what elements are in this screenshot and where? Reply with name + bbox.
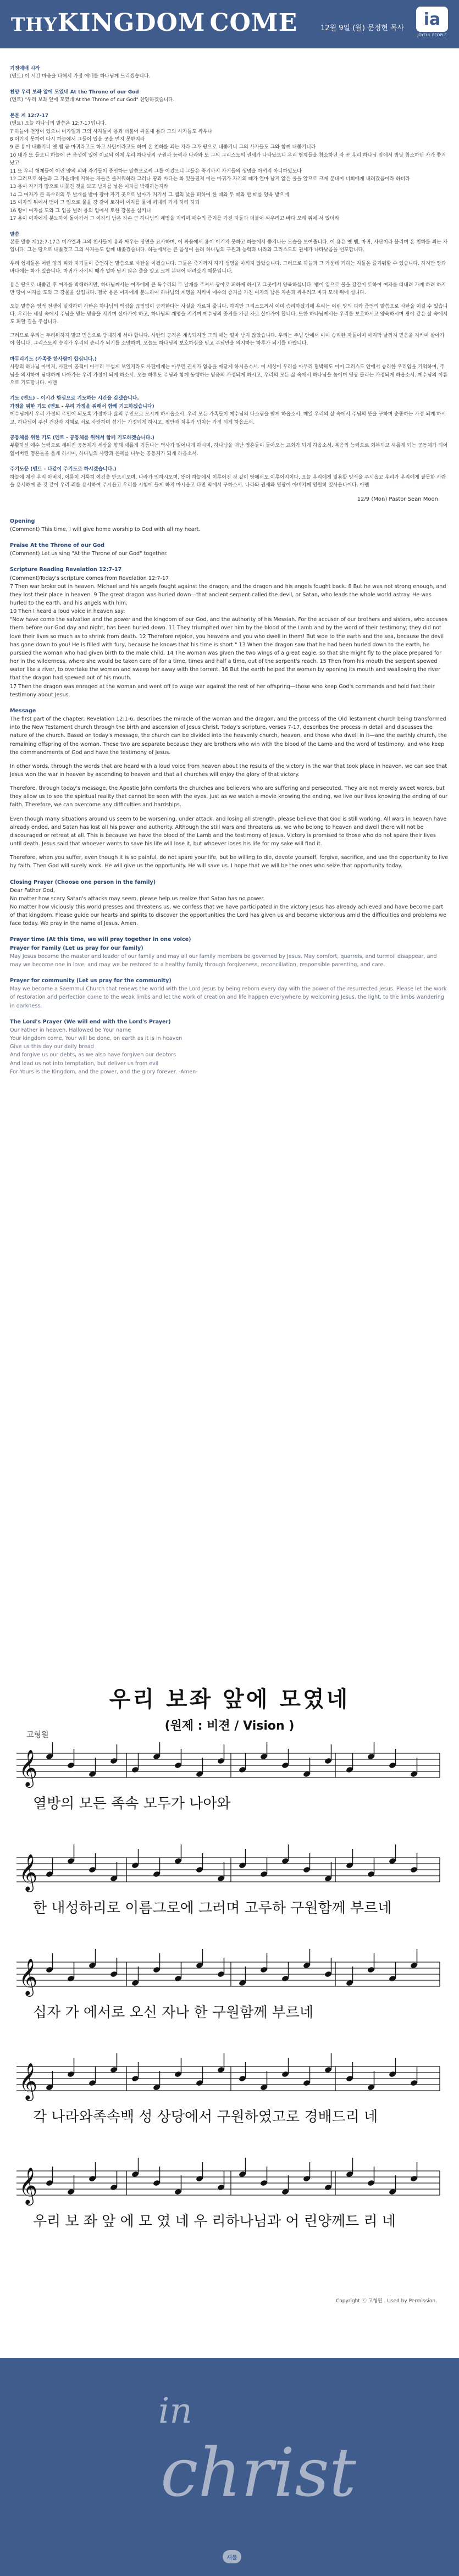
kor-message-paragraph: 그러므로 우리는 두려워하지 말고 믿음으로 담대하게 서야 합니다. 사탄의 공격은 계속되지만 그의 때는 얼마 남지 않았습니다. 우리는 주님 안에서 이미 승리한 자들이며 마지막 날까지 믿음을 지키며 살아가야 합니다. 그리스도의 승리가 우리의 승리가 되기를 소망하며, 오늘도 하나님의 보호하심을 믿고 주님만을 의지하는 하루가 되기를 바랍니다.	[10, 333, 445, 347]
kor-lords-text: 하늘에 계신 우리 아버지, 이름이 거룩히 여김을 받으시오며, 나라가 임하시오며, 뜻이 하늘에서 이루어진 것 같이 땅에서도 이루어지이다. 오늘 우리에게 일용할 양식을 주시옵고 우리가 우리에게 잘못한 사람을 용서하여 준 것 같이 우리 죄를 용서하여 주시옵고 우리를 시험에 들게 하지 마시옵고 다만 악에서 구하소서. 나라와 권세와 영광이 아버지께 영원히 있사옵나이다. 아멘	[10, 474, 446, 489]
eng-closing-text: Dear Father God, No matter how scary Satan's attacks may seem, please help us realize that Satan has no power. No matter how viciously this world presses and threatens us, we confess that we have participated in the victory Jesus has already achieved and have become part of that kingdom. Please guide our hearts and spirits to discover the opportunities the Lord has given us and become victorious amid the difficulties and problems we face today. We pray in the name of Jesus. Amen.	[10, 887, 446, 927]
brand-thy: THY	[11, 14, 58, 36]
kor-praise-text: (멘트) "우리 보좌 앞에 모였네 At the Throne of our God" 찬양하겠습니다.	[10, 97, 175, 103]
kor-verse: 15 여자의 뒤에서 뱀이 그 입으로 물을 강 같이 토하여 여자를 물에 떠내려 가게 하려 하되	[10, 200, 200, 206]
music-credit: Copyright ⓒ 고형원 . Used by Permission.	[335, 2298, 437, 2304]
kor-message-body	[10, 239, 449, 348]
kor-verse: (멘트) 오늘 하나님의 말씀은 12:7-17입니다.	[10, 121, 107, 127]
eng-message-body	[10, 715, 449, 871]
header-banner	[0, 0, 459, 48]
church-logo	[416, 7, 448, 38]
eng-lords-title: The Lord's Prayer (We will end with the Lord's Prayer)	[10, 1018, 171, 1025]
kor-scripture-text	[10, 120, 449, 223]
eng-scripture-title: Scripture Reading Revelation 12:7-17	[10, 567, 122, 573]
eng-prayer-time-title: Prayer time (At this time, we will pray together in one voice)	[10, 937, 191, 943]
eng-lords-line: Give us this day our daily bread	[10, 1044, 94, 1050]
footer-word-in: in	[158, 2391, 192, 2431]
kor-verse: 13 용이 자기가 땅으로 내쫓긴 것을 보고 남자를 낳은 여자를 박해하는지라	[10, 184, 169, 190]
kor-verse: 16 땅이 여자를 도와 그 입을 벌려 용의 입에서 토한 강물을 삼키니	[10, 208, 151, 214]
kor-lords-title: 주기도문 (멘트 - 다같이 주기도로 하시겠습니다.)	[10, 467, 117, 473]
lyric-line: 한 내성하리로 이름그로에 그러며 고루하 구원함께 부르네	[33, 1900, 392, 1916]
eng-verse: (Comment)Today's scripture comes from Revelation 12:7-17	[10, 575, 169, 581]
eng-closing-title: Closing Prayer (Choose one person in the family)	[10, 879, 156, 885]
treble-clef-icon: 𝄞	[19, 1958, 38, 1995]
header-date: 12월 9일 (월) 문정현 목사	[320, 24, 404, 32]
kor-closing-text: 사랑의 하나님 아버지, 사탄이 공격이 아무리 무섭게 보일지라도 사탄에게는 아무런 권세가 없음을 깨닫게 하시옵소서. 이 세상이 우리를 아무리 협박해도 이미 그리스도 안에서 승리한 우리임을 기억하며, 주님을 의지하여 담대하게 나아가는 우리 가정이 되게 하소서. 오늘 하루도 주님과 함께 동행하는 믿음의 가정되게 하시고, 우리의 모든 삶 속에서 하나님을 높이며 영광 돌리는 가정되게 하옵소서. 예수님의 이름으로 기도합니다. 아멘	[10, 364, 448, 386]
logo-mark-icon: ia	[416, 7, 448, 32]
treble-clef-icon: 𝄞	[19, 1749, 38, 1786]
eng-lords-line: Your kingdom come, Your will be done, on earth as it is in heaven	[10, 1035, 183, 1042]
kor-opening-text: (멘트) 이 시간 마음을 다해서 가정 예배를 하나님께 드리겠습니다.	[10, 74, 151, 80]
eng-community-text: May we become a Saemmul Church that renews the world with the Lord Jesus by being reborn every day with the power of the resurrected Jesus. Please let the work of restoration and perfection come to the weak limbs and let the work of creation and life happen everywhere by welcoming Jesus, the light, to the limbs wandering in darkness.	[10, 986, 447, 1009]
eng-family-text: May Jesus become the master and leader of our family and may all our family members be governed by Jesus. May comfort, quarrels, and turmoil disappear, and may we become one in love, and may we be restored to a healthy family through forgiveness, reconciliation, responsible parenting, and care.	[10, 953, 437, 968]
kor-family-title: 기도 (멘트) – 이시간 함심으로 기도하는 시간을 갖겠습니다.	[10, 396, 139, 402]
kor-verse: 11 또 우리 형제들이 어린 양의 피와 자기들이 증언하는 말씀으로써 그를 이겼으니 그들은 죽기까지 자기들의 생명을 아끼지 아니하였도다	[10, 168, 302, 174]
brand-kingdom: KINGDOM	[57, 9, 206, 37]
kor-message-paragraph: 본문 말씀 계12:7-17은 미가엘과 그의 천사들이 용과 싸우는 장면을 묘사하며, 이 싸움에서 용이 이기지 못하고 하늘에서 쫓겨나는 모습을 보여줍니다. 이 용은 옛 뱀, 마귀, 사탄이라 불리며 온 천하를 꾀는 자입니다. 그는 땅으로 내쫓겼고 그의 사자들도 함께 내쫓겼습니다. 하늘에서는 큰 음성이 들려 하나님의 구원과 능력과 나라와 그리스도의 권세가 나타났음을 선포합니다.	[10, 240, 448, 253]
music-staves	[16, 1742, 443, 2297]
kor-verse: 9 큰 용이 내쫓기니 옛 뱀 곧 마귀라고도 하고 사탄이라고도 하며 온 천하를 꾀는 자라 그가 땅으로 내쫓기니 그의 사자들도 그와 함께 내쫓기니라	[10, 145, 316, 151]
treble-clef-icon: 𝄞	[19, 2167, 38, 2204]
eng-message-paragraph: Therefore, when you suffer, even though it is so painful, do not spare your life, but be willing to die, devote yourself, forgive, sacrifice, and use the opportunity to live by faith. Then God will surely work. He will give us the opportunity. He will save us. I hope that we will be the ones who seize that opportunity today.	[10, 855, 449, 869]
eng-opening-title: Opening	[10, 518, 35, 524]
kor-verse: 12 그러므로 하늘과 그 가운데에 거하는 자들은 즐거워하라 그러나 땅과 바다는 화 있을진저 이는 마귀가 자기의 때가 얼마 남지 않은 줄을 알므로 크게 분내어 너희에게 내려갔음이라 하더라	[10, 176, 410, 182]
brand-title	[11, 9, 297, 37]
kor-scripture-title: 본문 계 12:7-17	[10, 113, 49, 119]
kor-verse: 14 그 여자가 큰 독수리의 두 날개를 받아 광야 자기 곳으로 날아가 거기서 그 뱀의 낯을 피하여 한 때와 두 때와 반 때를 양육 받으매	[10, 192, 289, 198]
kor-message-paragraph: 용은 땅으로 내쫓긴 후 여자를 박해하지만, 하나님께서는 여자에게 큰 독수리의 두 날개를 주셔서 광야로 피하게 하시고 그곳에서 양육하십니다. 뱀이 입으로 물을 강같이 토하여 여자를 떠내려 가게 하려 하지만 땅이 여자를 도와 그 강물을 삼킵니다. 결국 용은 여자에게 분노하여 하나님의 계명을 지키며 예수의 증거를 가진 여자의 남은 자손과 싸우려고 바다 모래 위에 섭니다.	[10, 282, 446, 296]
kor-verse: 8 이기지 못하여 다시 하늘에서 그들이 있을 곳을 얻지 못한지라	[10, 136, 145, 142]
english-section	[10, 504, 449, 1076]
kor-closing-title: 마무리기도 (가족중 한사람이 합심니다.)	[10, 356, 97, 362]
eng-verse: 17 Then the dragon was enraged at the woman and went off to wage war against the rest of her offspring—those who keep God's commands and hold fast their testimony about Jesus.	[10, 683, 435, 698]
eng-lords-line: And forgive us our debts, as we also have forgiven our debtors	[10, 1052, 176, 1059]
eng-scripture-text	[10, 574, 449, 699]
kor-community-title: 공동체를 위한 기도 (멘트 - 공동체를 위해서 함께 기도하겠습니다.)	[10, 435, 154, 441]
eng-message-title: Message	[10, 707, 36, 714]
kor-praise-title: 찬양 우리 보좌 앞에 모였네 At the Throne of our God	[10, 89, 139, 95]
eng-verse: "Now have come the salvation and the power and the kingdom of our God, and the authority of his Messiah. For the accuser of our brothers and sisters, who accuses them before our God day and night, has been hurled down. 11 They triumphed over him by the blood of the Lamb and by the word of their testimony; they did not love their lives so much as to shrink from death. 12 Therefore rejoice, you heavens and you who dwell in them! But woe to the earth and the sea, because the devil has gone down to you! He is filled with fury, because he knows that his time is short." 13 When the dragon saw that he had been hurled down to the earth, he pursued the woman who had given birth to the male child. 14 The woman was given the two wings of a great eagle, so that she might fly to the place prepared for her in the wilderness, where she would be taken care of for a time, times and half a time, out of the serpent's reach. 15 Then from his mouth the serpent spewed water like a river, to overtake the woman and sweep her away with the torrent. 16 But the earth helped the woman by opening its mouth and swallowing the river that the dragon had spewed out of his mouth.	[10, 617, 447, 682]
eng-verse: 10 Then I heard a loud voice in heaven say:	[10, 608, 125, 615]
kor-family-subtitle: 가정을 위한 기도 (멘트 - 우리 가정을 위해서 함께 기도하겠습니다)	[10, 403, 154, 409]
eng-verse: 7 Then war broke out in heaven. Michael and his angels fought against the dragon, and the dragon and his angels fought back. 8 But he was not strong enough, and they lost their place in heaven. 9 The great dragon was hurled down—that ancient serpent called the devil, or Satan, who leads the whole world astray. He was hurled to the earth, and his angels with him.	[10, 583, 446, 606]
kor-message-paragraph: 우리 형제들은 어린 양의 피와 자기들이 증언하는 말씀으로 사탄을 이겼습니다. 그들은 죽기까지 자기 생명을 아끼지 않았습니다. 그러므로 하늘과 그 가운데 거하는 자들은 즐거워할 수 있습니다. 하지만 땅과 바다에는 화가 있습니다. 마귀가 자기의 때가 얼마 남지 않은 줄을 알고 크게 분내어 내려갔기 때문입니다.	[10, 261, 446, 275]
eng-opening-text: (Comment) This time, I will give home worship to God with all my heart.	[10, 526, 201, 533]
eng-message-paragraph: In other words, through the words that are heard with a loud voice from heaven about the results of the victory in the war that took place in heaven, we can see that Jesus won the war in heaven by ascending to heaven and that all churches will enjoy the glory of that victory.	[10, 763, 447, 778]
signature: 12/9 (Mon) Pastor Sean Moon	[357, 496, 438, 502]
footer-word-christ: christ	[161, 2434, 356, 2512]
eng-message-paragraph: The first part of the chapter, Revelation 12:1-6, describes the miracle of the woman and the dragon, and the process of the Old Testament church being transformed into the New Testament church through the birth and ascension of Jesus Christ. Today's scripture, verses 7-17, describes the process in detail and discusses the nature of the church. Based on today's message, the church can be divided into the heavenly church, heaven, and those who dwell in it—and the earthly church, the remaining offspring of the woman. These two are separate because they are brothers who win with the blood of the Lamb and the word of testimony, and who keep the commandments of God and have the testimony of Jesus.	[10, 716, 447, 756]
kor-verse: 17 용이 여자에게 분노하여 돌아가서 그 여자의 남은 자손 곧 하나님의 계명을 지키며 예수의 증거를 가진 자들과 더불어 싸우려고 바다 모래 위에 서 있더라	[10, 216, 340, 222]
logo-text: JOYFUL PEOPLE	[417, 33, 447, 37]
music-title: 우리 보좌 앞에 모였네	[109, 1687, 350, 1712]
treble-clef-icon: 𝄞	[19, 1853, 38, 1891]
lyric-line: 열방의 모든 족속 모두가 나아와	[33, 1796, 231, 1812]
eng-lords-line: For Yours is the Kingdom, and the power, and the glory forever. -Amen-	[10, 1068, 198, 1075]
treble-clef-icon: 𝄞	[19, 2062, 38, 2099]
footer-logo-icon: 새물	[223, 2550, 241, 2563]
eng-message-paragraph: Even though many situations around us seem to be worsening, under attack, and losing all strength, please believe that God is still working. All wars in heaven have already ended, and Satan has lost all his power and authority. Although the still wars and threatens us, we who belong to heaven and dwell there will not be discouraged or retreat at all. This is because we have the blood of the Lamb and the testimony of Jesus. Victory is promised to those who do not spare their lives until death. Jesus said that whoever wants to save his life will lose it, but whoever loses his life for my sake will find it.	[10, 816, 447, 847]
eng-lords-text	[10, 1026, 449, 1076]
eng-lords-line: Our Father in heaven, Hallowed be Your name	[10, 1027, 131, 1033]
eng-lords-line: And lead us not into temptation, but deliver us from evil	[10, 1060, 159, 1067]
footer-banner	[0, 2358, 459, 2576]
eng-praise-title: Praise At the Throne of our God	[10, 542, 104, 549]
kor-opening-title: 기정예배 시작	[10, 66, 40, 71]
lyric-line: 우리 보 좌 앞 에 모 였 네 우 리하나님과 어 린양께드 리 네	[33, 2213, 396, 2230]
music-subtitle: (원제 : 비젼 / Vision )	[164, 1719, 295, 1733]
kor-verse: 10 내가 또 들으니 하늘에 큰 음성이 있어 이르되 이제 우리 하나님의 구원과 능력과 나라와 또 그의 그리스도의 권세가 나타났으니 우리 형제들을 참소하던 자 곧 우리 하나님 앞에서 밤낮 참소하던 자가 쫓겨났고	[10, 152, 446, 167]
kor-message-paragraph: 오늘 말씀은 영적 전쟁이 실재하며 사탄은 하나님의 백성을 끊임없이 공격한다는 사실을 가르쳐 줍니다. 하지만 그리스도께서 이미 승리하셨기에 우리는 어린 양의 피와 증언의 말씀으로 사탄을 이길 수 있습니다. 우리는 세상 속에서 주님을 믿는 믿음을 지키며 살아가야 하고, 하나님의 계명을 지키며 예수님의 증거를 가진 자로 살아가야 합니다. 또한 하나님께서는 우리를 보호하시고 양육하시며 광야 같은 삶 속에서도 피할 길을 주십니다.	[10, 303, 448, 325]
kor-message-title: 말씀	[10, 231, 20, 237]
lyric-line: 각 나라와족속백 성 상당에서 구원하였고로 경배드리 네	[33, 2109, 378, 2125]
kor-verse: 7 하늘에 전쟁이 있으니 미가엘과 그의 사자들이 용과 더불어 싸울새 용과 그의 사자들도 싸우나	[10, 129, 213, 135]
kor-community-text: 부활하신 예수 능력으로 세워진 공동체가 세상을 향해 새롭게 거듭나는 역사가 일어나게 하시며, 하나님을 떠난 영혼들이 돌아오는 교회가 되게 하옵소서. 복음의 능력으로 회복되고 새롭게 되는 공동체가 되어 잃어버린 영혼들을 품게 하시며, 하나님의 사랑과 은혜를 나누는 공동체가 되게 하옵소서.	[10, 443, 448, 457]
kor-family-text: 예수님께서 우리 가정의 주인이 되도록 가정마다 삶의 주인으로 모시게 하시옵소서. 우리 모든 가족들이 예수님의 다스림을 받게 하옵소서. 매일 우리의 삶 속에서 주님의 뜻을 구하며 순종하는 가정 되게 하시고, 하나님이 주신 건강과 지혜로 서로 사랑하며 섬기는 가정되게 하시고, 평안과 치유가 넘치는 가정 되게 하옵소서.	[10, 412, 446, 425]
eng-family-title: Prayer for Family (Let us pray for our family)	[10, 945, 143, 951]
music-composer: 고형원	[26, 1731, 49, 1740]
eng-community-title: Prayer for community (Let us pray for the community)	[10, 978, 172, 984]
sheet-music	[16, 1676, 443, 2308]
korean-section	[10, 48, 449, 504]
eng-message-paragraph: Therefore, through today's message, the Apostle John comforts the churches and believers who are suffering and persecuted. They are not merely sweet words, but they allow us to see the spiritual reality that cannot be seen with the eyes. Just as we watch a movie knowing the ending, we live our lives knowing the ending of our faith. Therefore, we can overcome any difficulties and hardships.	[10, 785, 447, 808]
eng-praise-text: (Comment) Let us sing "At the Throne of our God" together.	[10, 551, 168, 557]
brand-come: COME	[209, 9, 298, 37]
lyric-line: 십자 가 에서로 오신 자나 한 구원함께 부르네	[33, 2004, 313, 2021]
